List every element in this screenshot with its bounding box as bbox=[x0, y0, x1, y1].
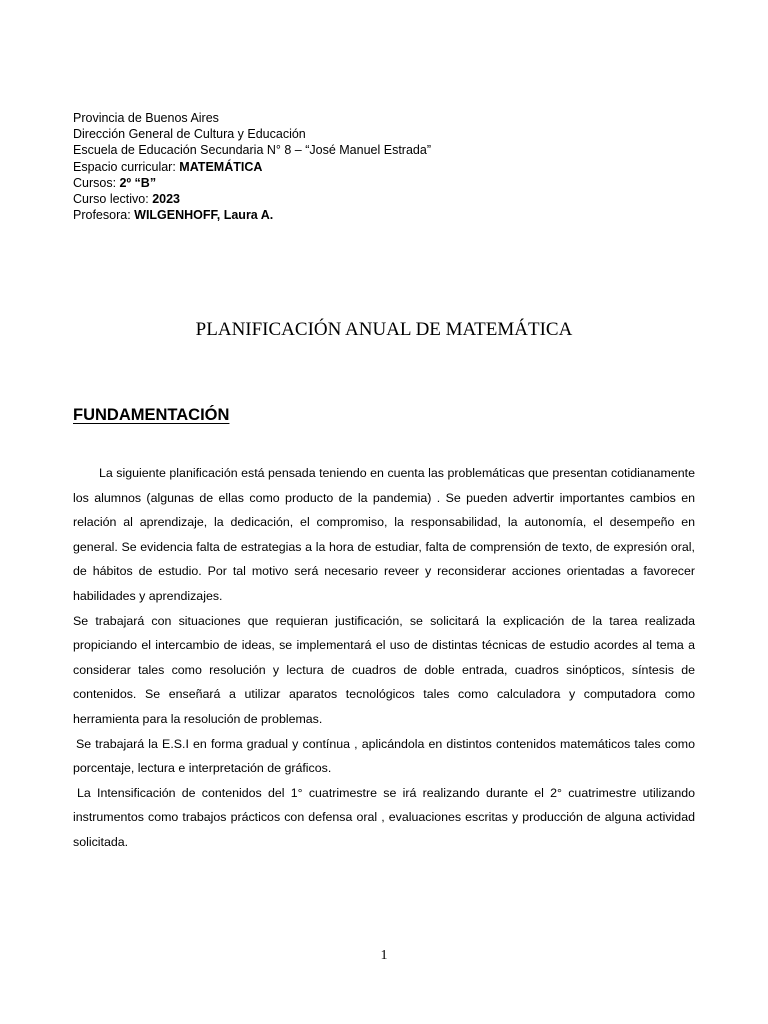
teacher-label: Profesora: bbox=[73, 208, 135, 223]
paragraph-2: Se trabajará con situaciones que requieran justificación, se solicitará la explicación de la tarea realizada propiciando el intercambio de ideas, se implementará el uso de distintas técnicas de estudio acordes al tema a considerar tales como resolución y lectura de cuadros de doble entrada, cuadros sinópticos, síntesis de contenidos. Se enseñará a utilizar aparatos tecnológicos tales como calculadora y computadora como herramienta para la resolución de problemas. bbox=[73, 613, 695, 726]
paragraph-3: Se trabajará la E.S.I en forma gradual y contínua , aplicándola en distintos contenidos matemáticos tales como porcentaje, lectura e interpretación de gráficos. bbox=[73, 736, 695, 776]
course-value: 2º “B” bbox=[119, 175, 157, 190]
document-body bbox=[73, 461, 695, 855]
province-line: Provincia de Buenos Aires bbox=[73, 111, 219, 125]
page-number: 1 bbox=[380, 948, 388, 963]
subject-line bbox=[73, 159, 431, 175]
subject-value: MATEMÁTICA bbox=[179, 159, 263, 174]
subject-label: Espacio curricular: bbox=[73, 159, 180, 174]
course-line bbox=[73, 175, 431, 191]
school-line: Escuela de Educación Secundaria N° 8 – “José Manuel Estrada” bbox=[73, 143, 431, 158]
paragraph-4: La Intensificación de contenidos del 1° cuatrimestre se irá realizando durante el 2° cuatrimestre utilizando instrumentos como trabajos prácticos con defensa oral , evaluaciones escritas y producción de alguna actividad solicitada. bbox=[73, 785, 695, 849]
year-value: 2023 bbox=[152, 192, 181, 207]
teacher-line bbox=[73, 207, 431, 223]
year-label: Curso lectivo: bbox=[73, 192, 153, 207]
paragraph-1: La siguiente planificación está pensada teniendo en cuenta las problemáticas que presentan cotidianamente los alumnos (algunas de ellas como producto de la pandemia) . Se pueden advertir importantes cambios en relación al aprendizaje, la dedicación, el compromiso, la responsabilidad, la autonomía, el desempeño en general. Se evidencia falta de estrategias a la hora de estudiar, falta de comprensión de texto, de expresión oral, de hábitos de estudio. Por tal motivo será necesario reveer y reconsiderar acciones orientadas a favorecer habilidades y aprendizajes. bbox=[73, 466, 695, 603]
document-header bbox=[73, 110, 431, 223]
year-line bbox=[73, 191, 431, 207]
teacher-value: WILGENHOFF, Laura A. bbox=[134, 208, 274, 223]
section-heading: FUNDAMENTACIÓN bbox=[73, 406, 230, 424]
document-title: PLANIFICACIÓN ANUAL DE MATEMÁTICA bbox=[195, 319, 573, 340]
course-label: Cursos: bbox=[73, 175, 120, 190]
directorate-line: Dirección General de Cultura y Educación bbox=[73, 127, 306, 142]
